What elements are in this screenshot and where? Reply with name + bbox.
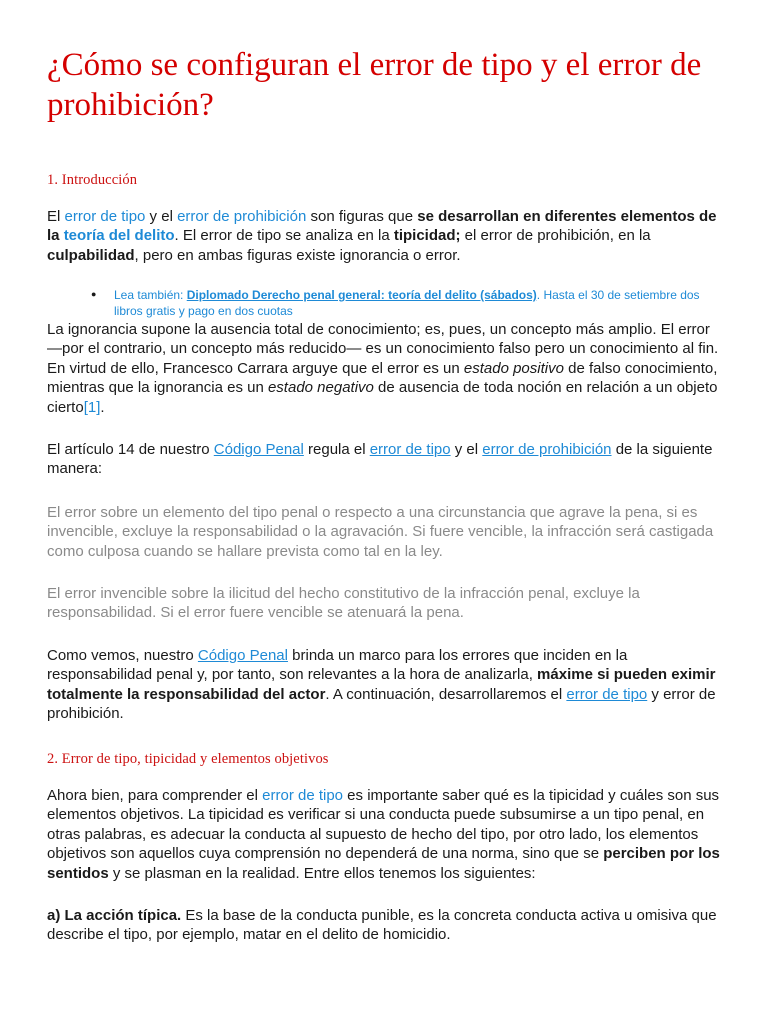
text: El (47, 208, 65, 225)
bold-text: máxime si pueden eximir totalmente la responsabilidad del actor (47, 666, 716, 703)
text: y se plasman en la realidad. Entre ellos tenemos los siguientes: (108, 864, 536, 882)
section-heading-introduccion: 1. Introducción (47, 172, 138, 188)
paragraph-intro (47, 207, 722, 265)
text: El artículo 14 de nuestro (47, 441, 214, 458)
quote-error-de-prohibicion: El error invencible sobre la ilicitud del hecho constitutivo de la infracción penal, excluye la responsabilidad. Si el error fuere vencible se atenuará la pena. (47, 585, 640, 622)
text: son figuras que (306, 208, 418, 225)
text: . El error de tipo se analiza en la (174, 227, 394, 245)
link-error-de-tipo[interactable]: error de tipo (369, 441, 451, 458)
link-error-de-tipo[interactable]: error de tipo (566, 685, 648, 703)
paragraph-accion-tipica (47, 906, 722, 945)
bold-text: se desarrollan en diferentes elementos de la (47, 208, 717, 245)
paragraph-ahora-bien (47, 786, 722, 883)
italic-text: estado positivo (463, 359, 564, 377)
text: Ahora bien, para comprender el (47, 787, 263, 804)
italic-text: estado negativo (267, 379, 374, 397)
link-error-de-tipo[interactable]: error de tipo (262, 787, 344, 804)
text: el error de prohibición, en la (460, 227, 651, 245)
section-heading-error-de-tipo: 2. Error de tipo, tipicidad y elementos objetivos (47, 751, 329, 767)
paragraph-como-vemos (47, 646, 722, 724)
lea-tambien-suffix: . Hasta el 30 de setiembre dos libros gratis y pago en dos cuotas (114, 288, 700, 318)
page-title: ¿Cómo se configuran el error de tipo y el error de prohibición? (47, 47, 702, 123)
link-error-de-prohibicion[interactable]: error de prohibición (177, 208, 307, 225)
quote-error-de-tipo: El error sobre un elemento del tipo penal o respecto a una circunstancia que agrave la pena, si es invencible, excluye la responsabilidad o la agravación. Si fuere vencible, la infracción será castigada como culposa cuando se hallare prevista como tal en la ley. (47, 504, 714, 560)
diplomado-link[interactable]: Diplomado Derecho penal general: teoría del delito (sábados) (186, 288, 537, 302)
link-teoria-del-delito[interactable]: teoría del delito (63, 227, 175, 245)
bullet-icon: ● (91, 289, 97, 299)
link-error-de-tipo[interactable]: error de tipo (64, 208, 146, 225)
footnote-link[interactable]: [1] (83, 398, 101, 416)
text: de ausencia de toda noción en relación a un objeto cierto (47, 379, 718, 416)
text: regula el (303, 441, 370, 458)
text: brinda un marco para los errores que inciden en la responsabilidad penal y, por tanto, son relevantes a la hora de analizarla, (47, 647, 628, 684)
link-codigo-penal[interactable]: Código Penal (213, 441, 304, 458)
lea-tambien-item (114, 287, 724, 319)
bold-text: culpabilidad (47, 246, 135, 264)
text: Como vemos, nuestro (47, 647, 198, 664)
link-error-de-prohibicion[interactable]: error de prohibición (482, 441, 612, 458)
text: . (100, 398, 105, 416)
bold-text: tipicidad; (393, 227, 461, 245)
bold-text: a) La acción típica. (47, 907, 182, 924)
text: Es la base de la conducta punible, es la concreta conducta activa u omisiva que describe el tipo, por ejemplo, matar en el delito de homicidio. (47, 907, 717, 944)
text: y el (450, 441, 483, 458)
link-codigo-penal[interactable]: Código Penal (197, 647, 288, 664)
text: de falso conocimiento, mientras que la ignorancia es un (47, 359, 718, 397)
text: y el (145, 208, 178, 225)
text: . A continuación, desarrollaremos el (325, 685, 567, 703)
bold-text: perciben por los sentidos (47, 845, 720, 882)
text: es importante saber qué es la tipicidad y cuáles son sus elementos objetivos. La tipicidad es verificar si una conducta puede subsumirse a un tipo penal, en otras palabras, es adecuar la conducta al supuesto de hecho del tipo, por otro lado, los elementos objetivos son aquellos cuya comprensión no dependerá de una norma, sino que se (47, 787, 720, 863)
text: La ignorancia supone la ausencia total de conocimiento; es, pues, un concepto más amplio. El error —por el contrario, un concepto más reducido— es un conocimiento falso pero un conocimiento al fin. En virtud de ello, Francesco Carrara arguye que el error es un (47, 321, 719, 377)
paragraph-articulo-14 (47, 440, 722, 479)
text: y error de prohibición. (47, 685, 716, 723)
paragraph-ignorancia (47, 320, 722, 417)
lea-tambien-prefix: Lea también: (114, 288, 187, 302)
text: de la siguiente manera: (47, 441, 713, 478)
text: , pero en ambas figuras existe ignorancia o error. (134, 246, 461, 264)
